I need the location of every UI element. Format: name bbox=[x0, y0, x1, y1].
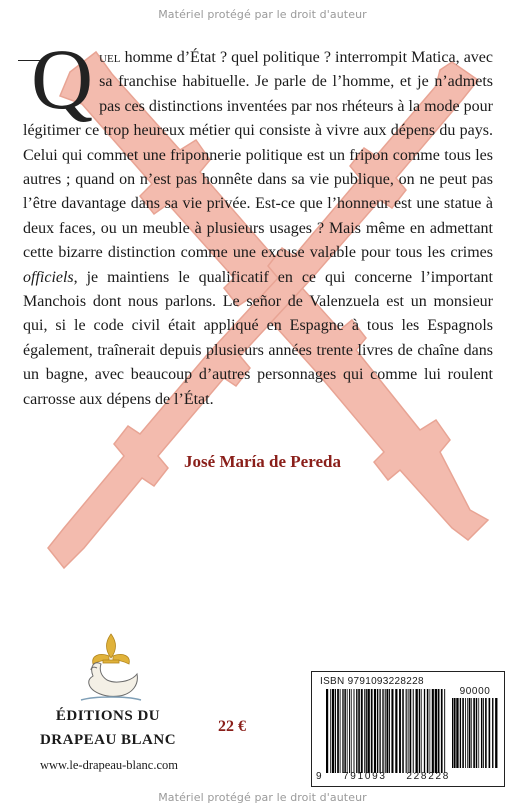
drop-cap: Q bbox=[31, 31, 94, 127]
isbn-label: ISBN 9791093228228 bbox=[320, 676, 424, 687]
addon-barcode-bars bbox=[452, 698, 498, 768]
publisher-line-1: ÉDITIONS DU bbox=[55, 708, 161, 724]
swan-fleur-de-lis-logo bbox=[75, 630, 147, 704]
excerpt-body: homme d’État ? quel politique ? interrompit Matica, avec sa franchise habituelle. Je parle de l’homme, et je n’admets pas ces distinctions inventées par nos rhéteurs à la mode pour légitimer ce trop heureux métier qui consiste à vivre aux dépens du pays. Celui qui commet une friponnerie politique est un fripon comme tous les autres ; quand on n’est pas honnête dans sa vie publique, on ne peut pas l’être davantage dans sa vie privée. Est-ce que l’honneur est une statue à deux faces, ou un meuble à plusieurs usages ? Mais même en admettant cette bizarre distinction comme une excuse valable pour tous les crimes bbox=[23, 49, 493, 262]
isbn-barcode bbox=[311, 671, 505, 787]
barcode-digits-left: 791093 bbox=[343, 771, 387, 782]
publisher-line-2: DRAPEAU BLANC bbox=[39, 732, 177, 748]
author-name: José María de Pereda bbox=[184, 452, 341, 471]
excerpt-tail: , je maintiens le qualificatif en ce qui concerne l’important Manchois dont nous parlons. Le señor de Valenzuela est un monsieur qui, si le code civil était appliqué en Espagne à tous les Espagnols également, traînerait depuis plusieurs années trente livres de chaîne dans un bagne, avec beaucoup d’autres personnages qui comme lui roulent carrosse aux dépens de l’État. bbox=[23, 268, 493, 408]
addon-label: 90000 bbox=[459, 686, 491, 697]
lead-in-small-caps: uel bbox=[99, 49, 121, 66]
barcode-bars bbox=[326, 689, 446, 773]
barcode-digits-right: 228228 bbox=[406, 771, 450, 782]
publisher-website: www.le-drapeau-blanc.com bbox=[39, 758, 178, 772]
excerpt-italic: officiels bbox=[23, 268, 74, 286]
back-cover-excerpt bbox=[23, 31, 493, 412]
barcode-digits bbox=[316, 771, 450, 782]
barcode-digit-prefix: 9 bbox=[316, 771, 324, 782]
copyright-watermark-top: Matériel protégé par le droit d'auteur bbox=[158, 8, 367, 21]
copyright-watermark-bottom: Matériel protégé par le droit d'auteur bbox=[158, 791, 367, 804]
publisher-name bbox=[18, 704, 198, 752]
price-label: 22 € bbox=[218, 718, 246, 735]
